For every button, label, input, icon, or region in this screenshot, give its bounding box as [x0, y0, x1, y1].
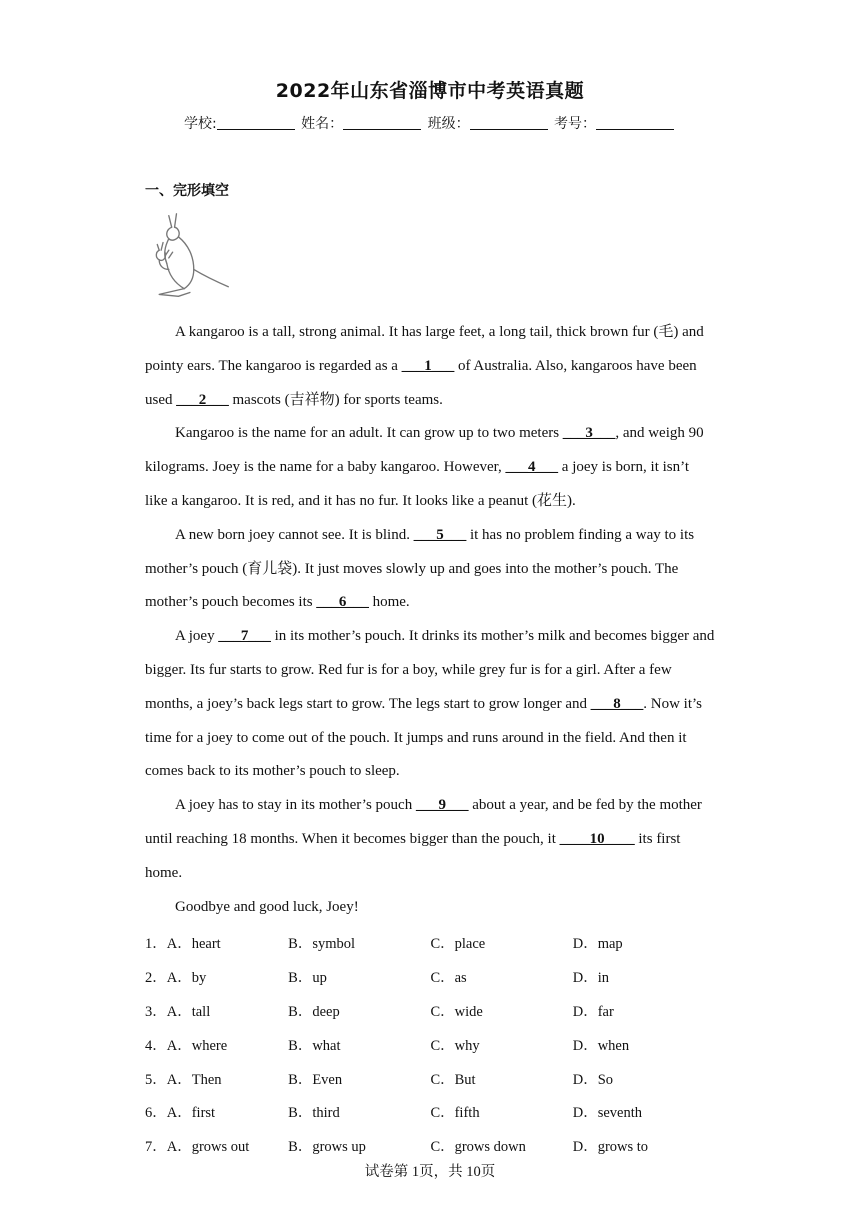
option-a[interactable]: A．where — [166, 1037, 228, 1054]
passage-paragraph-2 — [145, 417, 715, 518]
passage-text: A joey has to stay in its mother’s pouch — [175, 797, 416, 814]
question-number: 5． — [145, 1071, 167, 1088]
option-b[interactable]: B．symbol — [288, 936, 356, 953]
option-a[interactable]: A．Then — [166, 1071, 222, 1088]
question-number: 2． — [145, 970, 167, 987]
question-number: 1． — [145, 936, 167, 953]
passage-text: Kangaroo is the name for an adult. It can grow up to two meters — [175, 425, 563, 442]
question-row-5 — [145, 1061, 715, 1095]
option-a[interactable]: A．heart — [166, 936, 221, 953]
option-a[interactable]: A．by — [166, 970, 207, 987]
passage-paragraph-6: Goodbye and good luck, Joey! — [175, 898, 359, 915]
option-b[interactable]: B．deep — [288, 1003, 340, 1020]
option-a[interactable]: A．grows out — [166, 1139, 250, 1156]
exam-title: 2022年山东省淄博市中考英语真题 — [275, 80, 585, 102]
option-b[interactable]: B．Even — [288, 1071, 343, 1088]
passage-text: a joey is born, it isn’t like a kangaroo. It is red, and it has no fur. It looks like a peanut (花生). — [145, 459, 690, 509]
passage-text: , and weigh 90 kilograms. Joey is the name for a baby kangaroo. However, — [145, 425, 704, 476]
passage-text: its first home. — [145, 830, 681, 881]
exam-number-blank[interactable] — [596, 115, 674, 130]
option-b[interactable]: B．grows up — [288, 1139, 366, 1156]
option-b[interactable]: B．up — [288, 970, 327, 987]
passage-paragraph-4 — [145, 620, 715, 789]
passage-text: mascots (吉祥物) for sports teams. — [228, 391, 443, 408]
option-c[interactable]: C．as — [430, 970, 467, 987]
option-c[interactable]: C．place — [430, 936, 486, 953]
name-label: 姓名： — [301, 116, 344, 132]
question-row-2 — [145, 960, 715, 994]
option-a[interactable]: A．first — [166, 1105, 216, 1122]
question-number: 7． — [145, 1139, 167, 1156]
passage-text: A new born joey cannot see. It is blind. — [175, 526, 414, 543]
blank-2[interactable]: ___2___ — [176, 391, 229, 408]
passage-paragraph-1 — [145, 316, 715, 417]
passage-text: about a year, and be fed by the mother until reaching 18 months. When it becomes bigger than the pouch, it — [145, 797, 702, 847]
section-title: 一、完形填空 — [145, 183, 229, 199]
option-d[interactable]: D．grows to — [572, 1139, 649, 1156]
question-row-3 — [145, 994, 715, 1028]
question-row-1 — [145, 926, 715, 960]
passage-text: in its mother’s pouch. It drinks its mother’s milk and becomes bigger and bigger. Its fur starts to grow. Red fur is for a boy, while grey fur is for a girl. After a few months, a joey’s back legs start to grow. The legs start to grow longer and — [145, 628, 715, 712]
option-b[interactable]: B．what — [288, 1037, 341, 1054]
blank-7[interactable]: ___7___ — [218, 628, 271, 645]
option-d[interactable]: D．in — [572, 970, 609, 987]
option-d[interactable]: D．map — [572, 936, 623, 953]
question-number: 4． — [145, 1037, 167, 1054]
option-d[interactable]: D．So — [572, 1071, 614, 1088]
blank-1[interactable]: ___1___ — [401, 357, 455, 374]
blank-4[interactable]: ___4___ — [505, 459, 559, 476]
class-label: 班级： — [427, 116, 470, 132]
cloze-passage — [145, 316, 715, 924]
answer-options — [145, 926, 715, 1163]
school-blank[interactable] — [217, 115, 295, 130]
option-d[interactable]: D．far — [572, 1003, 614, 1020]
question-row-6 — [145, 1095, 715, 1129]
kangaroo-illustration — [140, 208, 236, 304]
blank-8[interactable]: ___8___ — [590, 695, 644, 712]
student-info-line — [0, 113, 860, 133]
blank-5[interactable]: ___5___ — [413, 526, 467, 543]
option-b[interactable]: B．third — [288, 1105, 340, 1122]
option-c[interactable]: C．But — [430, 1071, 476, 1088]
option-c[interactable]: C．fifth — [430, 1105, 480, 1122]
question-number: 3． — [145, 1003, 167, 1020]
passage-paragraph-3 — [145, 519, 715, 620]
passage-text: A joey — [175, 628, 219, 645]
blank-3[interactable]: ___3___ — [562, 425, 616, 442]
option-a[interactable]: A．tall — [166, 1003, 211, 1020]
name-blank[interactable] — [343, 115, 421, 130]
option-c[interactable]: C．grows down — [430, 1139, 526, 1156]
blank-10[interactable]: ____10____ — [559, 830, 635, 847]
question-row-7 — [145, 1129, 715, 1163]
option-d[interactable]: D．seventh — [572, 1105, 642, 1122]
option-c[interactable]: C．wide — [430, 1003, 483, 1020]
passage-text: home. — [368, 594, 410, 611]
option-d[interactable]: D．when — [572, 1037, 630, 1054]
blank-9[interactable]: ___9___ — [415, 797, 469, 814]
passage-text: A kangaroo is a tall, strong animal. It has large feet, a long tail, thick brown fur (毛) and pointy ears. The kangaroo is regarded as a — [145, 324, 704, 374]
school-label: 学校: — [183, 116, 217, 132]
page-footer: 试卷第 1页，共 10页 — [364, 1164, 496, 1180]
class-blank[interactable] — [470, 115, 548, 130]
question-row-4 — [145, 1027, 715, 1061]
passage-text: of Australia. Also, kangaroos have been used — [145, 357, 697, 408]
passage-text: it has no problem finding a way to its mother’s pouch (育儿袋). It just moves slowly up and goes into the mother’s pouch. The mother’s pouch becomes its — [145, 526, 695, 611]
question-number: 6． — [145, 1105, 167, 1122]
option-c[interactable]: C．why — [430, 1037, 480, 1054]
passage-text: . Now it’s time for a joey to come out of the pouch. It jumps and runs around in the field. And then it comes back to its mother’s pouch to sleep. — [145, 695, 703, 780]
exam-number-label: 考号： — [554, 116, 597, 132]
passage-paragraph-5 — [145, 789, 715, 890]
blank-6[interactable]: ___6___ — [316, 594, 369, 611]
